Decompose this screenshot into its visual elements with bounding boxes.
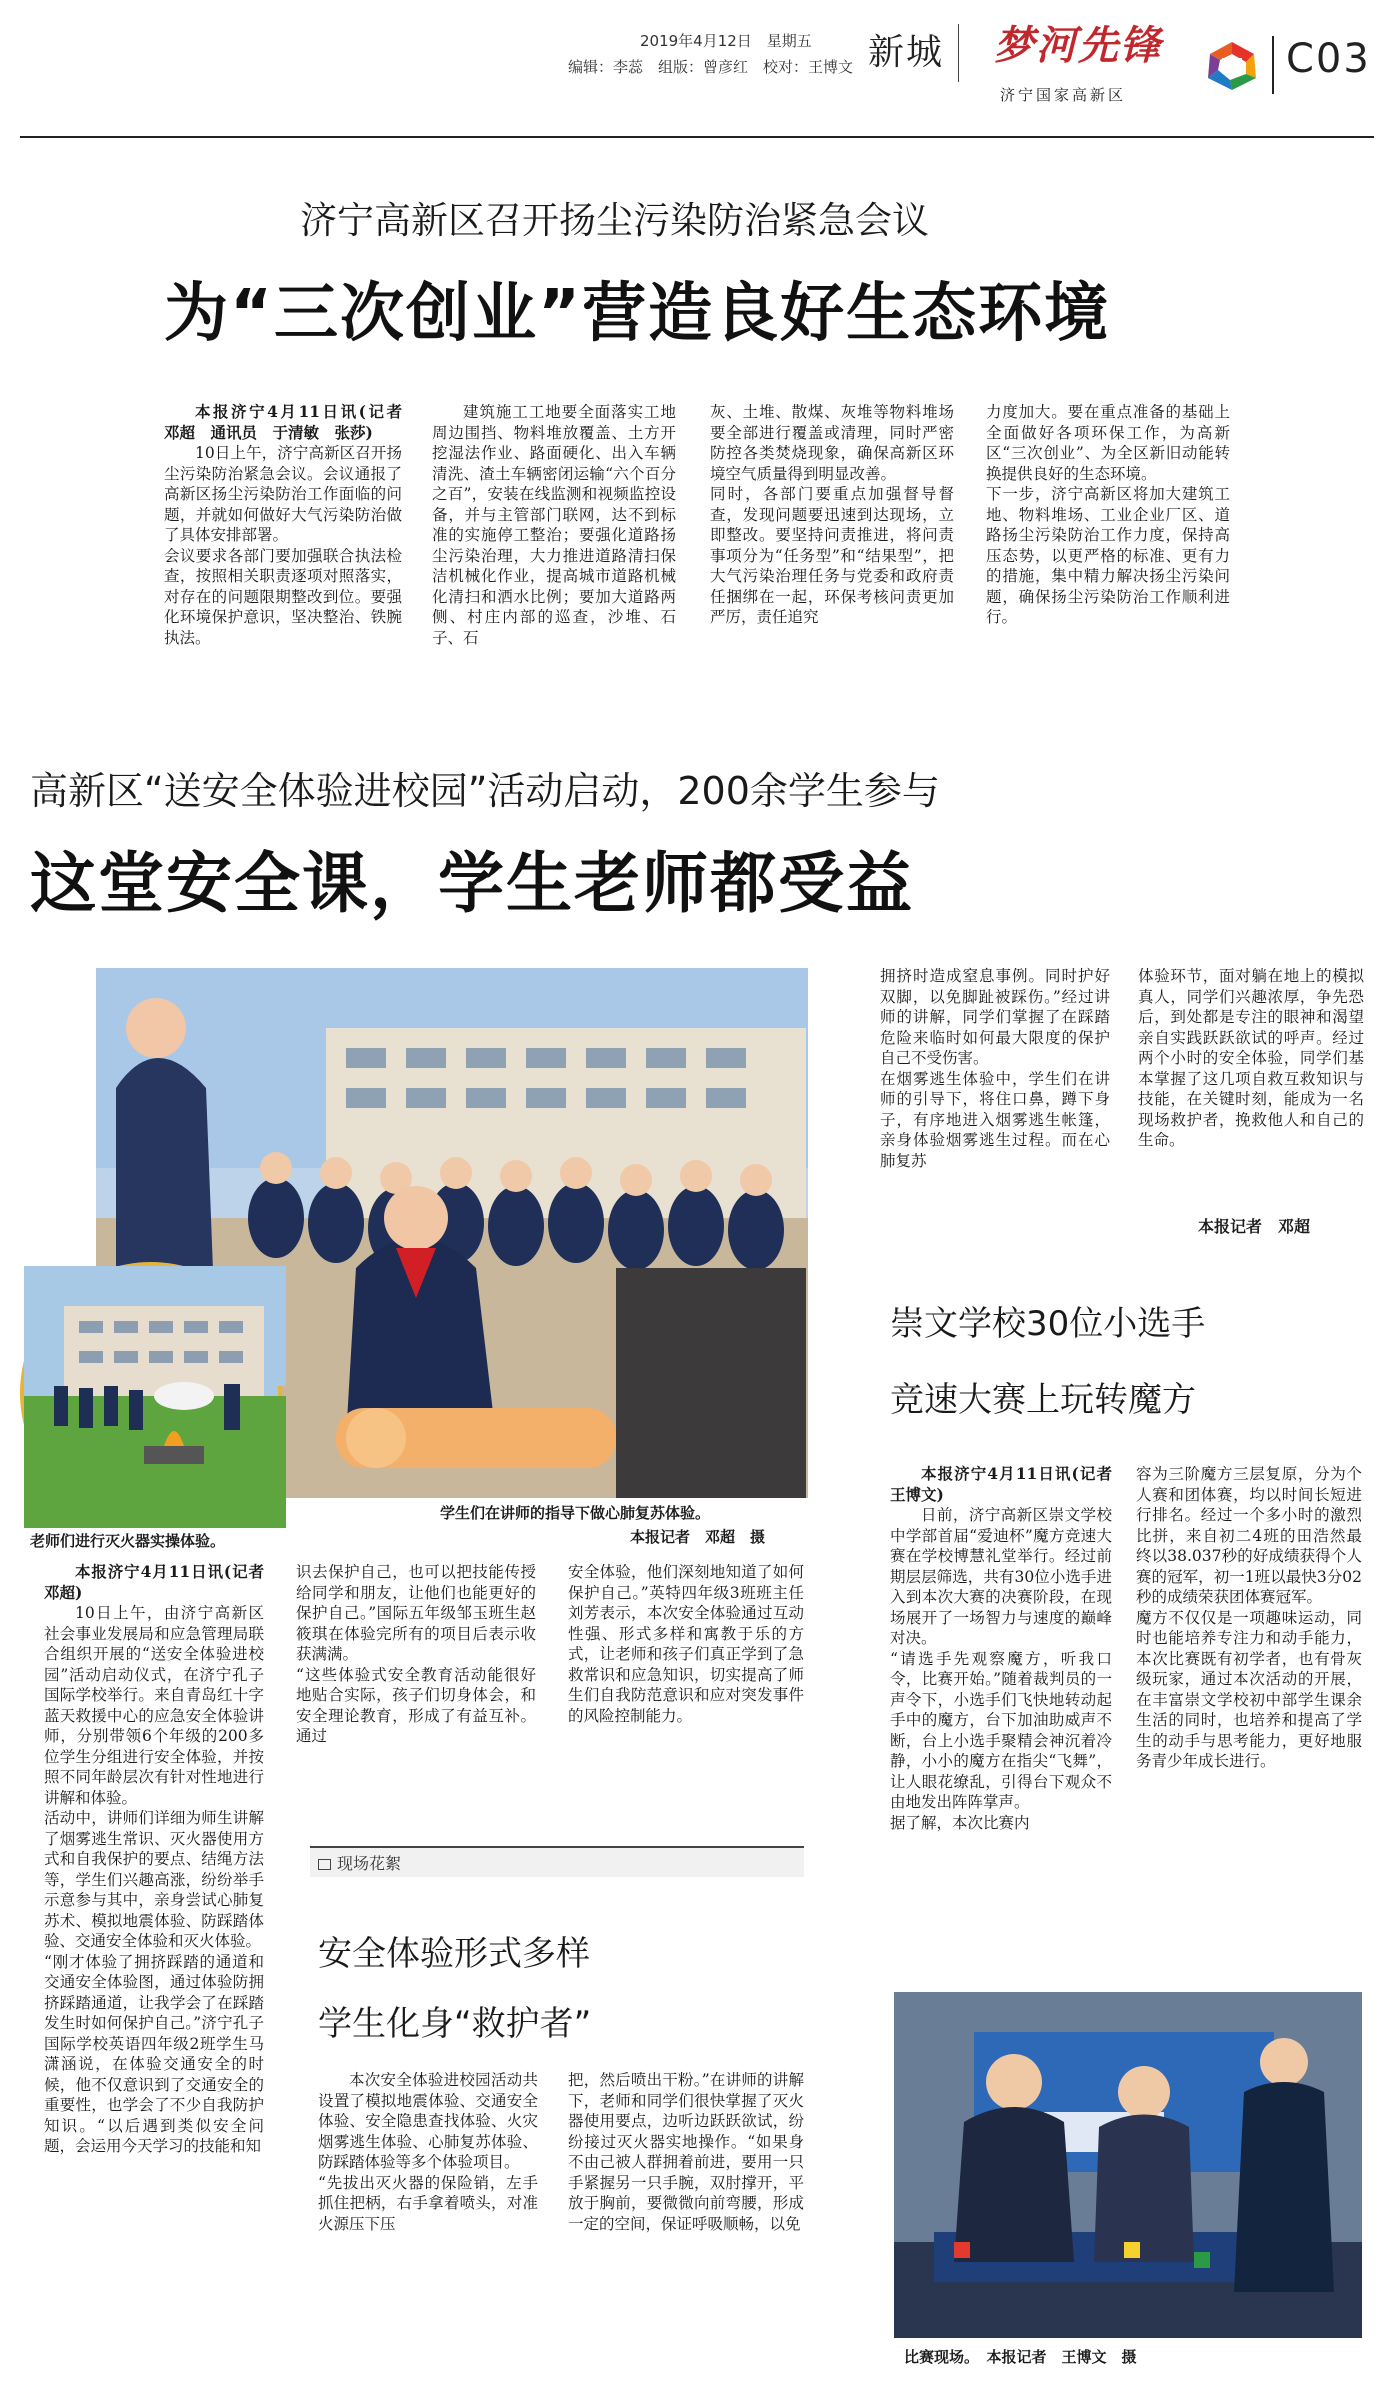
article1-col4-text: 力度加大。要在重点准备的基础上全面做好各项环保工作，为高新区“三次创业”、为全区新旧动能转换提供良好的生态环境。 下一步，济宁高新区将加大建筑工地、物料堆场、工业企业厂区、道路扬尘污染防治工作力度，保持高压态势，以更严格的标准、更有力的措施，集中精力解决扬尘污染问题，确保扬尘污染防治工作顺利进行。 [986,403,1230,626]
rubiks-cube-contest-photo [894,1992,1362,2338]
article2-column-3 [568,1562,804,1824]
article1-lead: 本报济宁4月11日讯(记者 邓超 通讯员 于清敏 张莎) [164,402,418,442]
article1-col3-text: 灰、土堆、散煤、灰堆等物料堆场要全部进行覆盖或清理，同时严密防控各类焚烧现象，确保高新区环境空气质量得到明显改善。 同时，各部门要重点加强督导督查，发现问题要迅速到达现场，立即整改。要坚持问责推进，将问责事项分为“任务型”和“结果型”，把大气污染治理任务与党委和政府责任捆绑在一起，环保考核问责更加严厉，责任追究 [710,403,954,626]
article1-headline: 为“三次创业”营造良好生态环境 [164,277,1111,351]
section-tag [310,1846,804,1877]
section-tag-label: 现场花絮 [337,1854,402,1873]
issue-date: 2019年4月12日 星期五 [640,32,812,50]
article1-column-3 [710,402,954,702]
article2-right-col1-text: 拥挤时造成窒息事例。同时护好双脚，以免脚趾被踩伤。”经过讲师的讲解，同学们掌握了在踩踏危险来临时如何最大限度的保护自己不受伤害。 在烟雾逃生体验中，学生们在讲师的引导下，将住口鼻，蹲下身子，有序地进入烟雾逃生帐篷，亲身体验烟雾逃生过程。而在心肺复苏 [880,967,1110,1170]
article3-photo-caption: 比赛现场。 本报记者 王博文 摄 [904,2348,1137,2366]
sidebar-col1-text: 本次安全体验进校园活动共设置了模拟地震体验、交通安全体验、安全隐患查找体验、火灾烟雾逃生体验、心肺复苏体验、防踩踏体验等多个体验项目。 “先拔出灭火器的保险销，左手抓住把柄，右手拿着喷头，对准火源压下压 [318,2071,538,2233]
inset-photo-caption: 老师们进行灭火器实操体验。 [30,1532,226,1550]
header-divider [958,24,959,82]
article2-col1-text: 10日上午，由济宁高新区社会事业发展局和应急管理局联合组织开展的“送安全体验进校园”活动启动仪式，在济宁孔子国际学校举行。来自青岛红十字蓝天救援中心的应急安全体验讲师，分别带领6个年级的200多位学生分组进行安全体验，并按照不同年龄层次有针对性地进行讲解和体验。 活动中，讲师们详细为师生讲解了烟雾逃生常识、灭火器使用方式和自我保护的要点、结绳方法等，学生们兴趣高涨，纷纷举手示意参与其中，亲身尝试心肺复苏术、模拟地震体验、防踩踏体验、交通安全体验和灭火体验。 “刚才体验了拥挤踩踏的通道和交通安全体验图，通过体验防拥挤踩踏通道，让我学会了在踩踏发生时如何保护自己。”济宁孔子国际学校英语四年级2班学生马潇涵说，在体验交通安全的时候，他不仅意识到了交通安全的重要性，也学会了不少自我防护知识。“以后遇到类似安全问题，会运用今天学习的技能和知 [44,1604,264,2155]
article2-lead: 本报济宁4月11日讯(记者 邓超) [44,1562,280,1602]
editors-line: 编辑：李蕊 组版：曾彦红 校对：王博文 [568,58,854,76]
article2-kicker: 高新区“送安全体验进校园”活动启动，200余学生参与 [30,769,940,813]
sidebar-title-line1: 安全体验形式多样 [318,1934,590,1974]
masthead-logo: 梦河先锋 [994,22,1162,69]
article3-column-2 [1136,1464,1362,1972]
article1-col1-text: 10日上午，济宁高新区召开扬尘污染防治紧急会议。会议通报了高新区扬尘污染防治工作面临的问题，并就如何做好大气污染防治做了具体安排部署。 会议要求各部门要加强联合执法检查，按照相关职责逐项对照落实，对存在的问题限期整改到位。要强化环境保护意识，坚决整治、铁腕执法。 [164,444,402,647]
sidebar-col2-text: 把，然后喷出干粉。”在讲师的讲解下，老师和同学们很快掌握了灭火器使用要点，边听边跃跃欲试，纷纷接过灭火器实地操作。“如果身不由己被人群拥着前进，要用一只手紧握另一只手腕，双肘撑开，平放于胸前，要微微向前弯腰，形成一定的空间，保证呼吸顺畅，以免 [568,2071,804,2233]
section-tag-icon [318,1859,331,1870]
header-rule [20,136,1374,138]
article2-right-col2-text: 体验环节，面对躺在地上的模拟真人，同学们兴趣浓厚，争先恐后，到处都是专注的眼神和渴望亲自实践跃跃欲试的呼声。经过两个小时的安全体验，同学们基本掌握了这几项自救互救知识与技能，在关键时刻，能成为一名现场救护者，挽救他人和自己的生命。 [1138,967,1364,1149]
article2-headline: 这堂安全课，学生老师都受益 [30,845,914,922]
sidebar-column-1 [318,2070,538,2370]
masthead-subtitle: 济宁国家高新区 [1000,86,1127,104]
article3-col2-text: 容为三阶魔方三层复原，分为个人赛和团体赛，均以时间长短进行排名。经过一个多小时的激烈比拼，来自初二4班的田浩然最终以38.037秒的好成绩获得个人赛的冠军，初一1班以最快3分02秒的成绩荣获团体赛冠军。 魔方不仅仅是一项趣味运动，同时也能培养专注力和动手能力，本次比赛既有初学者，也有骨灰级玩家，通过本次活动的开展，在丰富崇文学校初中部学生课余生活的同时，也培养和提高了学生的动手与思考能力，更好地服务青少年成长进行。 [1136,1465,1362,1770]
page-code: C03 [1286,36,1371,82]
fire-extinguisher-inset-photo [20,1262,282,1524]
article2-column-2 [296,1562,536,1824]
article1-kicker: 济宁高新区召开扬尘污染防治紧急会议 [300,199,929,242]
article3-column-1 [890,1464,1128,1972]
sidebar-title-line2: 学生化身“救护者” [318,2004,592,2044]
article3-lead: 本报济宁4月11日讯(记者 王博文) [890,1464,1128,1504]
article1-column-4 [986,402,1230,702]
main-photo-credit: 本报记者 邓超 摄 [630,1528,766,1546]
article2-col2-text: 识去保护自己，也可以把技能传授给同学和朋友，让他们也能更好的保护自己。”国际五年级邹玉班生赵筱琪在体验完所有的项目后表示收获满满。 “这些体验式安全教育活动能很好地贴合实际，孩子们切身体会，和安全理论教育，形成了有益互补。通过 [296,1563,536,1745]
article2-right-byline: 本报记者 邓超 [1197,1217,1310,1236]
main-photo-caption: 学生们在讲师的指导下做心肺复苏体验。 [440,1504,711,1522]
page-code-divider [1272,36,1274,94]
article2-col3-text: 安全体验，他们深刻地知道了如何保护自己。”英特四年级3班班主任刘芳表示，本次安全体验通过互动性强、形式多样和寓教于乐的方式，让老师和孩子们真正学到了急救常识和应急知识，切实提高了师生们自我防范意识和应对突发事件的风险控制能力。 [568,1563,804,1725]
article3-col1-text: 日前，济宁高新区崇文学校中学部首届“爱迪杯”魔方竞速大赛在学校博慧礼堂举行。经过前期层层筛选，共有30位小选手进入到本次大赛的决赛阶段，在现场展开了一场智力与速度的巅峰对决。 “请选手先观察魔方，听我口令，比赛开始。”随着裁判员的一声令下，小选手们飞快地转动起手中的魔方，台下加油助威声不断，台上小选手聚精会神沉着冷静，小小的魔方在指尖“飞舞”，让人眼花缭乱，引得台下观众不由地发出阵阵掌声。 据了解，本次比赛内 [890,1506,1112,1832]
article1-column-1 [164,402,418,702]
sidebar-column-2 [568,2070,804,2370]
article1-column-2 [432,402,676,702]
article2-column-1 [44,1562,280,2370]
hi-tech-zone-logo-icon [1206,40,1258,92]
article2-right-column-2 [1138,966,1364,1212]
article3-title-line1: 崇文学校30位小选手 [890,1304,1206,1344]
section-name: 新城 [868,32,945,73]
article3-title-line2: 竞速大赛上玩转魔方 [890,1380,1196,1420]
article2-right-column-1 [880,966,1110,1228]
article1-col2-text: 建筑施工工地要全面落实工地周边围挡、物料堆放覆盖、土方开挖湿法作业、路面硬化、出入车辆清洗、渣土车辆密闭运输“六个百分之百”，安装在线监测和视频监控设备，并与主管部门联网，达不到标准的实施停工整治；要强化道路扬尘污染治理，大力推进道路清扫保洁机械化作业，提高城市道路机械化清扫和洒水比例；要加大道路两侧、村庄内部的巡查，沙堆、石子、石 [432,403,676,647]
